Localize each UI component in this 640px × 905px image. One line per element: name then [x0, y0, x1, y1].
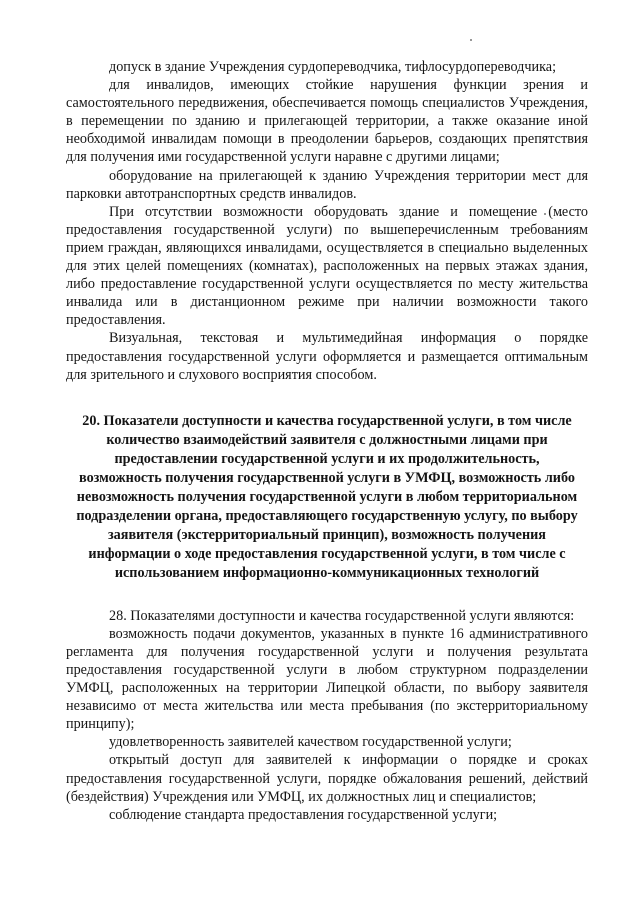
- paragraph: открытый доступ для заявителей к информации о порядке и сроках предоставления государственной услуги, порядке обжалования решений, действий (бездействия) Учреждения или УМФЦ, их должностных лиц и специалистов;: [66, 752, 588, 805]
- paragraph: Визуальная, текстовая и мультимедийная информация о порядке предоставления государственной услуги оформляется и размещается оптимальным для зрительного и слухового восприятия способом.: [66, 330, 588, 383]
- scan-speck: [470, 39, 472, 41]
- paragraph: для инвалидов, имеющих стойкие нарушения функции зрения и самостоятельного передвижения, обеспечивается помощь специалистов Учреждения, в перемещении по зданию и прилегающей территории, а также оказание иной необходимой инвалидам помощи в преодолении барьеров, создающих препятствия для получения ими государственной услуги наравне с другими лицами;: [66, 77, 588, 166]
- paragraph: удовлетворенность заявителей качеством государственной услуги;: [109, 734, 512, 751]
- paragraph: допуск в здание Учреждения сурдопереводчика, тифлосурдопереводчика;: [109, 59, 557, 75]
- document-body: [66, 58, 588, 824]
- paragraph: оборудование на прилегающей к зданию Учреждения территории мест для парковки автотранспортных средств инвалидов.: [66, 167, 588, 202]
- paragraph: При отсутствии возможности оборудовать здание и помещение (место предоставления государственной услуги) по вышеперечисленным требованиям прием граждан, являющихся инвалидами, осуществляется в специально выделенных для этих целей помещениях (комнатах), расположенных на первых этажах здания, либо предоставление государственной услуги осуществляется по месту жительства инвалида или в дистанционном режиме при наличии возможности такого предоставления.: [66, 203, 588, 329]
- paragraph: 28. Показателями доступности и качества государственной услуги являются:: [109, 607, 575, 624]
- section-heading: 20. Показатели доступности и качества государственной услуги, в том числе количество взаимодействий заявителя с должностными лицами при предоставлении государственной услуги и их продолжительность, возможность получения государственной услуги в УМФЦ, возможность либо невозможность получения государственной услуги в любом территориальном подразделении органа, предоставляющего государственную услугу, по выбору заявителя (экстерриториальный принцип), возможность получения информации о ходе предоставления государственной услуги, в том числе с использованием информационно-коммуникационных технологий: [76, 412, 578, 581]
- paragraph: соблюдение стандарта предоставления государственной услуги;: [109, 806, 498, 823]
- paragraph: возможность подачи документов, указанных в пункте 16 административного регламента для получения государственной услуги и получения результата предоставления государственной услуги в любом структурном подразделении УМФЦ, расположенных на территории Липецкой области, по выбору заявителя независимо от места жительства или места пребывания (по экстерриториальному принципу);: [66, 625, 588, 733]
